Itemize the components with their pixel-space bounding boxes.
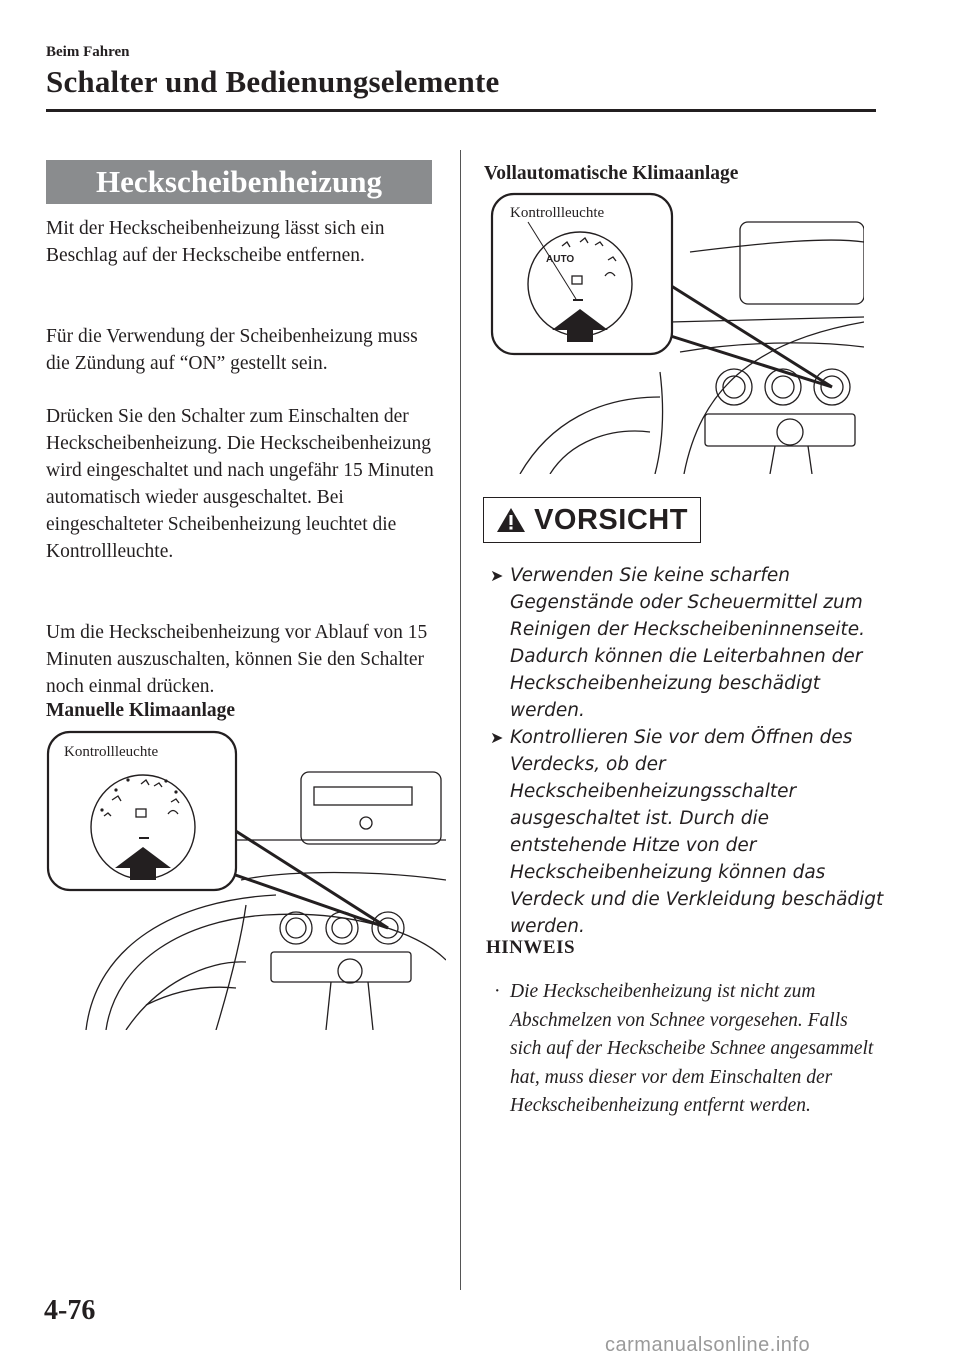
watermark: carmanualsonline.info xyxy=(605,1334,811,1356)
figure-label-indicator-auto: Kontrollleuchte xyxy=(510,205,605,221)
note-list xyxy=(490,978,880,1121)
section-kicker: Beim Fahren xyxy=(46,44,130,60)
paragraph-switch-off xyxy=(46,619,446,700)
warning-triangle-icon xyxy=(496,507,526,533)
note-item-text: Die Heckscheibenheizung ist nicht zum Abschmelzen von Schnee vorgesehen. Falls sich auf der Heckscheibe Schnee angesammelt hat, muss dieser vor dem Einschalten der Heckscheibenheizung entfernt werden. xyxy=(510,981,874,1116)
note-item xyxy=(490,978,880,1121)
heading-auto-ac: Vollautomatische Klimaanlage xyxy=(484,163,739,184)
paragraph-operation xyxy=(46,403,446,565)
page-title: Schalter und Bedienungselemente xyxy=(46,64,500,99)
paragraph-text: Um die Heckscheibenheizung vor Ablauf von 15 Minuten auszuschalten, können Sie den Schalter noch einmal drücken. xyxy=(46,622,428,697)
paragraph-text: Mit der Heckscheibenheizung lässt sich ein Beschlag auf der Heckscheibe entfernen. xyxy=(46,218,385,266)
arrow-bullet-icon: ➤ xyxy=(490,566,504,585)
caution-list xyxy=(490,562,885,940)
note-heading: HINWEIS xyxy=(486,937,576,958)
figure-label-indicator: Kontrollleuchte xyxy=(64,744,159,760)
auto-badge: AUTO xyxy=(546,254,575,265)
heading-manual-ac: Manuelle Klimaanlage xyxy=(46,700,236,721)
caution-box xyxy=(483,497,701,543)
caution-heading: VORSICHT xyxy=(534,503,688,536)
page-number: 4-76 xyxy=(44,1295,96,1326)
caution-item xyxy=(490,562,885,724)
column-divider xyxy=(460,150,461,1290)
paragraph-text: Für die Verwendung der Scheibenheizung muss die Zündung auf “ON” gestellt sein. xyxy=(46,326,418,374)
dot-bullet-icon: · xyxy=(494,981,501,1002)
caution-item-text: Kontrollieren Sie vor dem Öffnen des Verdecks, ob der Heckscheibenheizungsschalter ausgeschaltet ist. Durch die entstehende Hitze von der Heckscheibenheizung können das Verdeck und die Verkleidung beschädigt werden. xyxy=(510,727,884,937)
figure-auto-ac xyxy=(490,192,864,474)
figure-manual-ac xyxy=(46,730,446,1030)
header-rule xyxy=(46,109,876,112)
paragraph-text: Drücken Sie den Schalter zum Einschalten der Heckscheibenheizung. Die Heckscheibenheizung wird eingeschaltet und nach ungefähr 15 Minuten automatisch wieder ausgeschaltet. Bei eingeschalteter Scheibenheizung leuchtet die Kontrollleuchte. xyxy=(46,406,434,562)
section-banner: Heckscheibenheizung xyxy=(46,160,432,204)
paragraph-ignition xyxy=(46,323,446,377)
paragraph-intro xyxy=(46,215,446,269)
caution-item-text: Verwenden Sie keine scharfen Gegenstände oder Scheuermittel zum Reinigen der Heckscheibeninnenseite. Dadurch können die Leiterbahnen der Heckscheibenheizung beschädigt werden. xyxy=(510,565,866,721)
arrow-bullet-icon: ➤ xyxy=(490,728,504,747)
caution-item xyxy=(490,724,885,940)
